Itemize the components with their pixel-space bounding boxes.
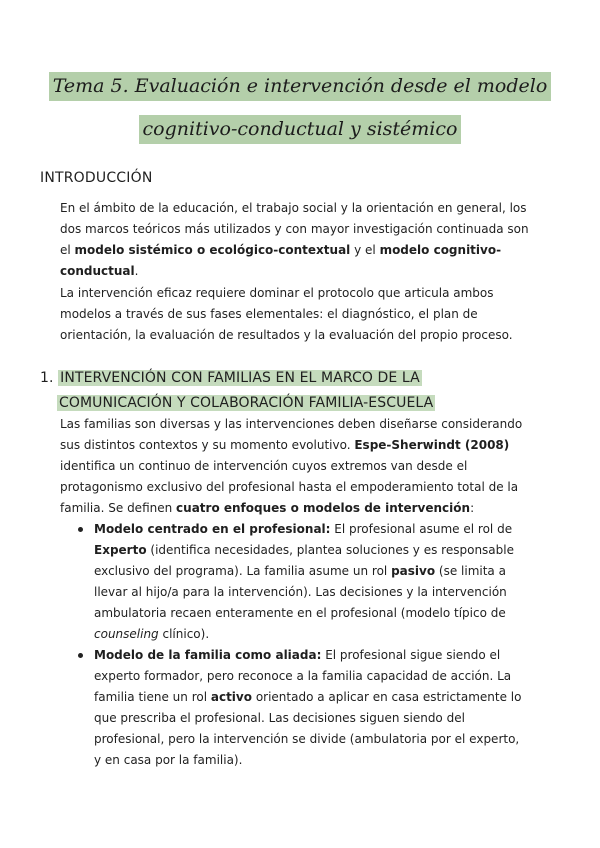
bold-term: Espe-Sherwindt (2008) xyxy=(354,438,510,452)
bold-term: cuatro enfoques o modelos de intervención xyxy=(176,501,471,515)
bold-term: Modelo de la familia como aliada: xyxy=(94,648,322,662)
section-heading-line-2: COMUNICACIÓN Y COLABORACIÓN FAMILIA-ESCUELA xyxy=(59,395,434,411)
text-run: orientado a aplicar en casa estrictamente lo que prescriba el profesional. Las decisiones siguen siendo del profesional, pero la intervención se divide (ambulatoria por el experto, y en casa por la familia). xyxy=(94,690,522,767)
text-run: : xyxy=(470,501,475,515)
text-run: clínico). xyxy=(158,627,210,641)
text-run: (identifica necesidades, plantea soluciones y es responsable exclusivo del programa). La familia asume un rol xyxy=(94,543,514,578)
section-number: 1. xyxy=(40,370,54,386)
bold-term: Modelo centrado en el profesional: xyxy=(94,522,331,536)
bold-term: Experto xyxy=(94,543,147,557)
text-run: y el xyxy=(350,243,380,257)
intro-paragraph-2: La intervención eficaz requiere dominar el protocolo que articula ambos modelos a través de sus fases elementales: el diagnóstico, el plan de orientación, la evaluación de resultados y la evaluación del propio proceso. xyxy=(60,286,513,342)
section-1-heading xyxy=(40,366,435,416)
text-run: Las familias son diversas y las intervenciones deben diseñarse considerando sus distintos contextos y su momento evolutivo. xyxy=(60,417,523,452)
bold-term: activo xyxy=(210,690,252,704)
intro-paragraph-1 xyxy=(60,198,530,282)
italic-term: counseling xyxy=(94,627,159,641)
bold-term: modelo sistémico o ecológico-contextual xyxy=(74,243,351,257)
title-line-1: Tema 5. Evaluación e intervención desde el modelo xyxy=(49,72,552,101)
text-run: En el ámbito de la educación, el trabajo social y la orientación en general, los dos marcos teóricos más utilizados y con mayor investigación continuada son el xyxy=(60,201,529,257)
bold-term: modelo cognitivo-conductual xyxy=(60,243,502,278)
intro-heading: INTRODUCCIÓN xyxy=(40,170,153,186)
bullet-icon xyxy=(78,653,83,658)
page-title xyxy=(40,72,560,144)
text-run: . xyxy=(134,264,139,278)
bullet-icon xyxy=(78,527,83,532)
text-run: El profesional sigue siendo el experto formador, pero reconoce a la familia capacidad de acción. La familia tiene un rol xyxy=(94,648,512,704)
text-run: (se limita a llevar al hijo/a para la intervención). Las decisiones y la intervención ambulatoria recaen enteramente en el profesional (modelo típico de xyxy=(94,564,507,620)
section-1-paragraph xyxy=(60,414,530,519)
title-line-2: cognitivo-conductual y sistémico xyxy=(139,115,462,144)
text-run: identifica un continuo de intervención cuyos extremos van desde el protagonismo exclusivo del profesional hasta el empoderamiento total de la familia. Se definen xyxy=(60,459,519,515)
list-item xyxy=(60,645,530,771)
list-item xyxy=(60,519,530,645)
bold-term: pasivo xyxy=(391,564,436,578)
text-run: El profesional asume el rol de xyxy=(330,522,513,536)
section-heading-line-1: INTERVENCIÓN CON FAMILIAS EN EL MARCO DE LA xyxy=(60,370,420,386)
model-list xyxy=(60,519,530,771)
